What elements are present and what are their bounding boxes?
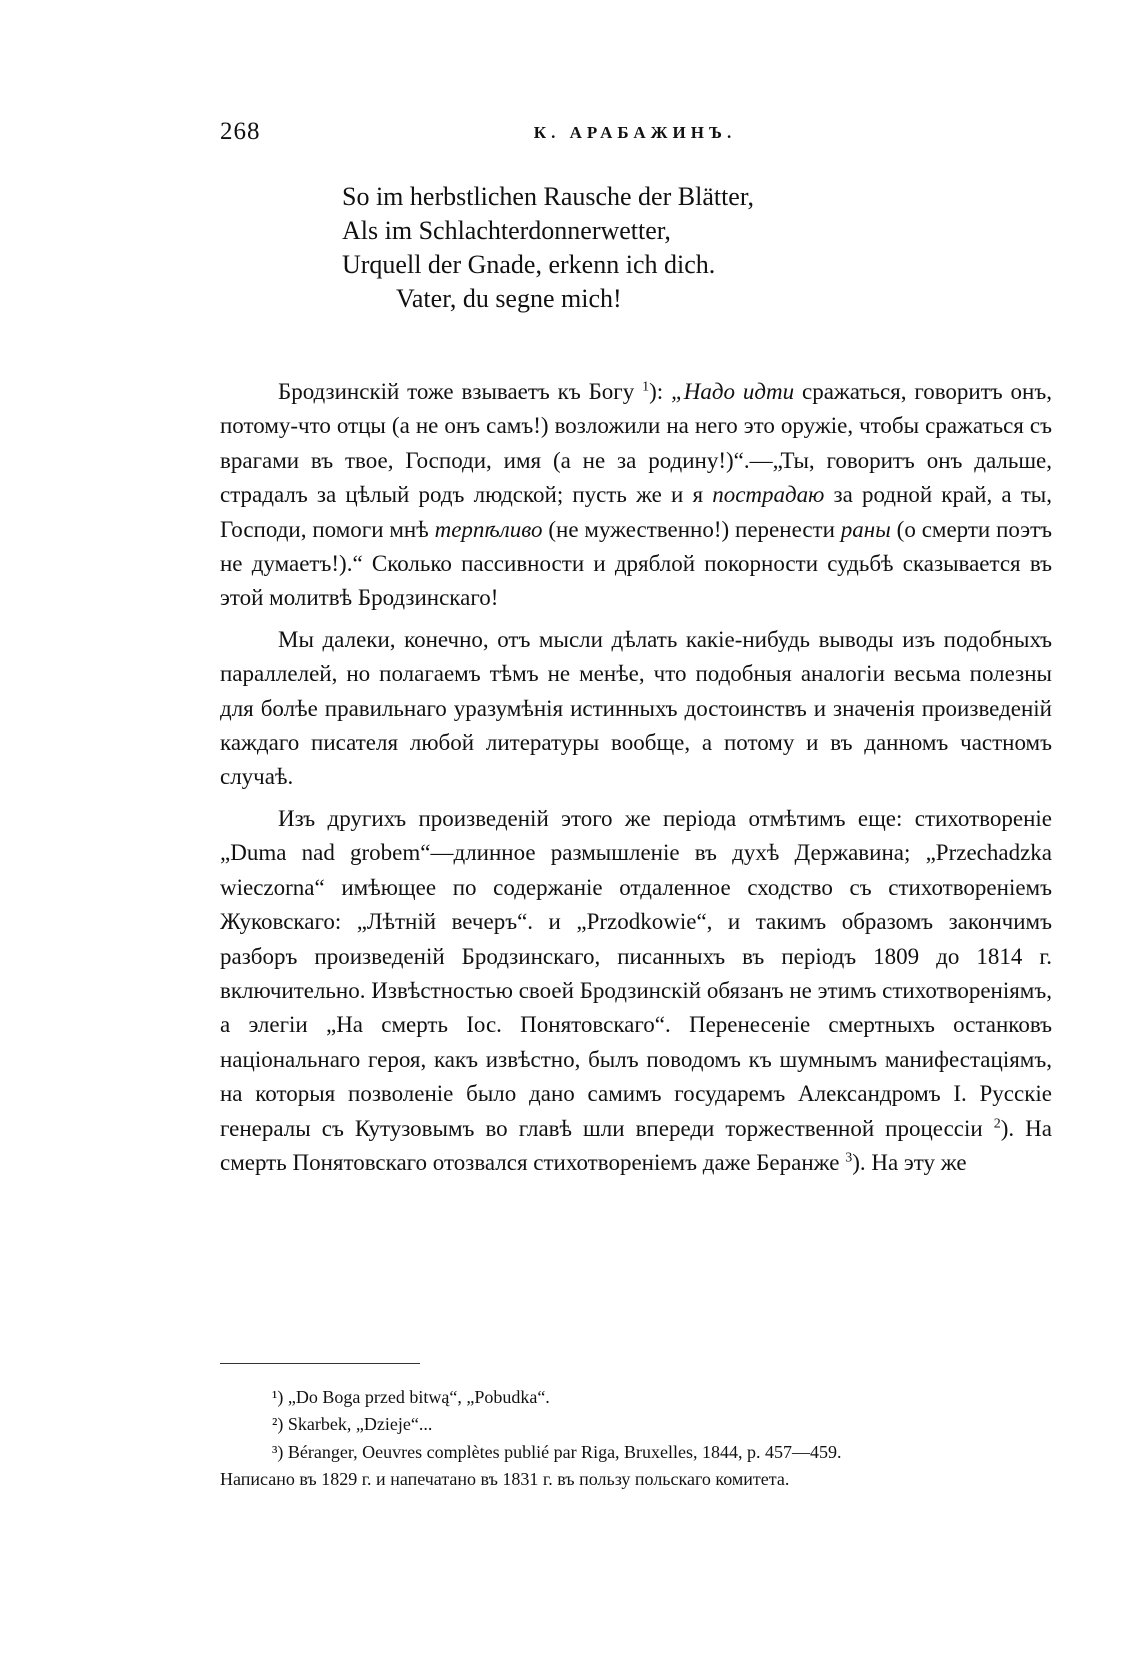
footnote-ref-1: 1 xyxy=(642,379,650,395)
poem-quote xyxy=(342,180,754,316)
paragraph-1: Бродзинскій тоже взываетъ къ Богу $^1$): „Надо идти сражаться, говоритъ онъ, потому-что отцы (а не онъ самъ!) возложили на него это оружіе, чтобы сражаться съ врагами въ твое, Господи, имя (а не за родину!)“.—„Ты, говоритъ онъ дальше, страдалъ за цѣлый родъ людской; пусть же и я пострадаю за родной край, а ты, Господи, помоги мнѣ терпѣливо (не мужественно!) перенести раны (о смерти поэтъ не думаетъ!).“ Сколько пассивности и дряблой покорности судьбѣ сказывается въ этой молитвѣ Бродзинскаго! xyxy=(220,379,1053,611)
page-number: 268 xyxy=(220,118,261,145)
poem-line-2: Als im Schlachterdonnerwetter, xyxy=(342,216,671,245)
emphasis: „Надо идти xyxy=(671,379,795,404)
paragraph-2: Мы далеки, конечно, отъ мысли дѣлать какіе-нибудь выводы изъ подобныхъ параллелей, но полагаемъ тѣмъ не менѣе, что подобныя аналогіи весьма полезны для болѣе правильнаго уразумѣнія истинныхъ достоинствъ и значенія произведеній каждаго писателя любой литературы вообще, а потому и въ данномъ частномъ случаѣ. xyxy=(220,626,1052,790)
poem-line-1: So im herbstlichen Rausche der Blätter, xyxy=(342,182,754,211)
footnote-3-continuation: Написано въ 1829 г. и напечатано въ 1831 г. въ пользу польскаго комитета. xyxy=(220,1469,790,1490)
poem-line-3: Urquell der Gnade, erkenn ich dich. xyxy=(342,250,716,279)
poem-line-4: Vater, du segne mich! xyxy=(396,284,622,313)
emphasis: терпѣливо xyxy=(434,516,543,542)
paragraph-3: Изъ другихъ произведеній этого же періода отмѣтимъ еще: стихотвореніе „Duma nad grobem“—длинное размышленіе въ духѣ Державина; „Przechadzka wieczorna“ имѣющее по содержаніе отдаленное сходство съ стихотвореніемъ Жуковскаго: „Лѣтній вечеръ“. и „Przodkowie“, и такимъ образомъ закончимъ разборъ произведеній Бродзинскаго, писанныхъ въ періодъ 1809 до 1814 г. включительно. Извѣстностью своей Бродзинскій обязанъ не этимъ стихотвореніямъ, а элегіи „На смерть Іос. Понятовскаго“. Перенесеніе смертныхъ останковъ національнаго героя, какъ извѣстно, былъ поводомъ къ шумнымъ манифестаціямъ, на которыя позволеніе было дано самимъ государемъ Александромъ I. Русскіе генералы съ Кутузовымъ во главѣ шли впереди торжественной процессіи $^2$). На смерть Понятовскаго отозвался стихотвореніемъ даже Беранже $^3$). На эту же xyxy=(220,805,1052,1175)
footnote-2: ²) Skarbek, „Dzieje“... xyxy=(272,1414,433,1435)
footnote-divider xyxy=(220,1363,420,1364)
footnote-ref-2: 2 xyxy=(993,1115,1001,1131)
running-title: К. АРАБАЖИНЪ. xyxy=(533,123,737,142)
main-text xyxy=(220,375,1052,1187)
footnote-ref-3: 3 xyxy=(845,1150,853,1166)
footnotes xyxy=(220,1384,1052,1494)
footnote-1: ¹) „Do Boga przed bitwą“, „Pobudka“. xyxy=(272,1387,550,1407)
page-header xyxy=(220,118,1050,154)
emphasis: пострадаю xyxy=(712,482,825,508)
emphasis: раны xyxy=(840,516,891,542)
footnote-3: ³) Béranger, Oeuvres complètes publié par Riga, Bruxelles, 1844, p. 457—459. xyxy=(272,1441,842,1462)
